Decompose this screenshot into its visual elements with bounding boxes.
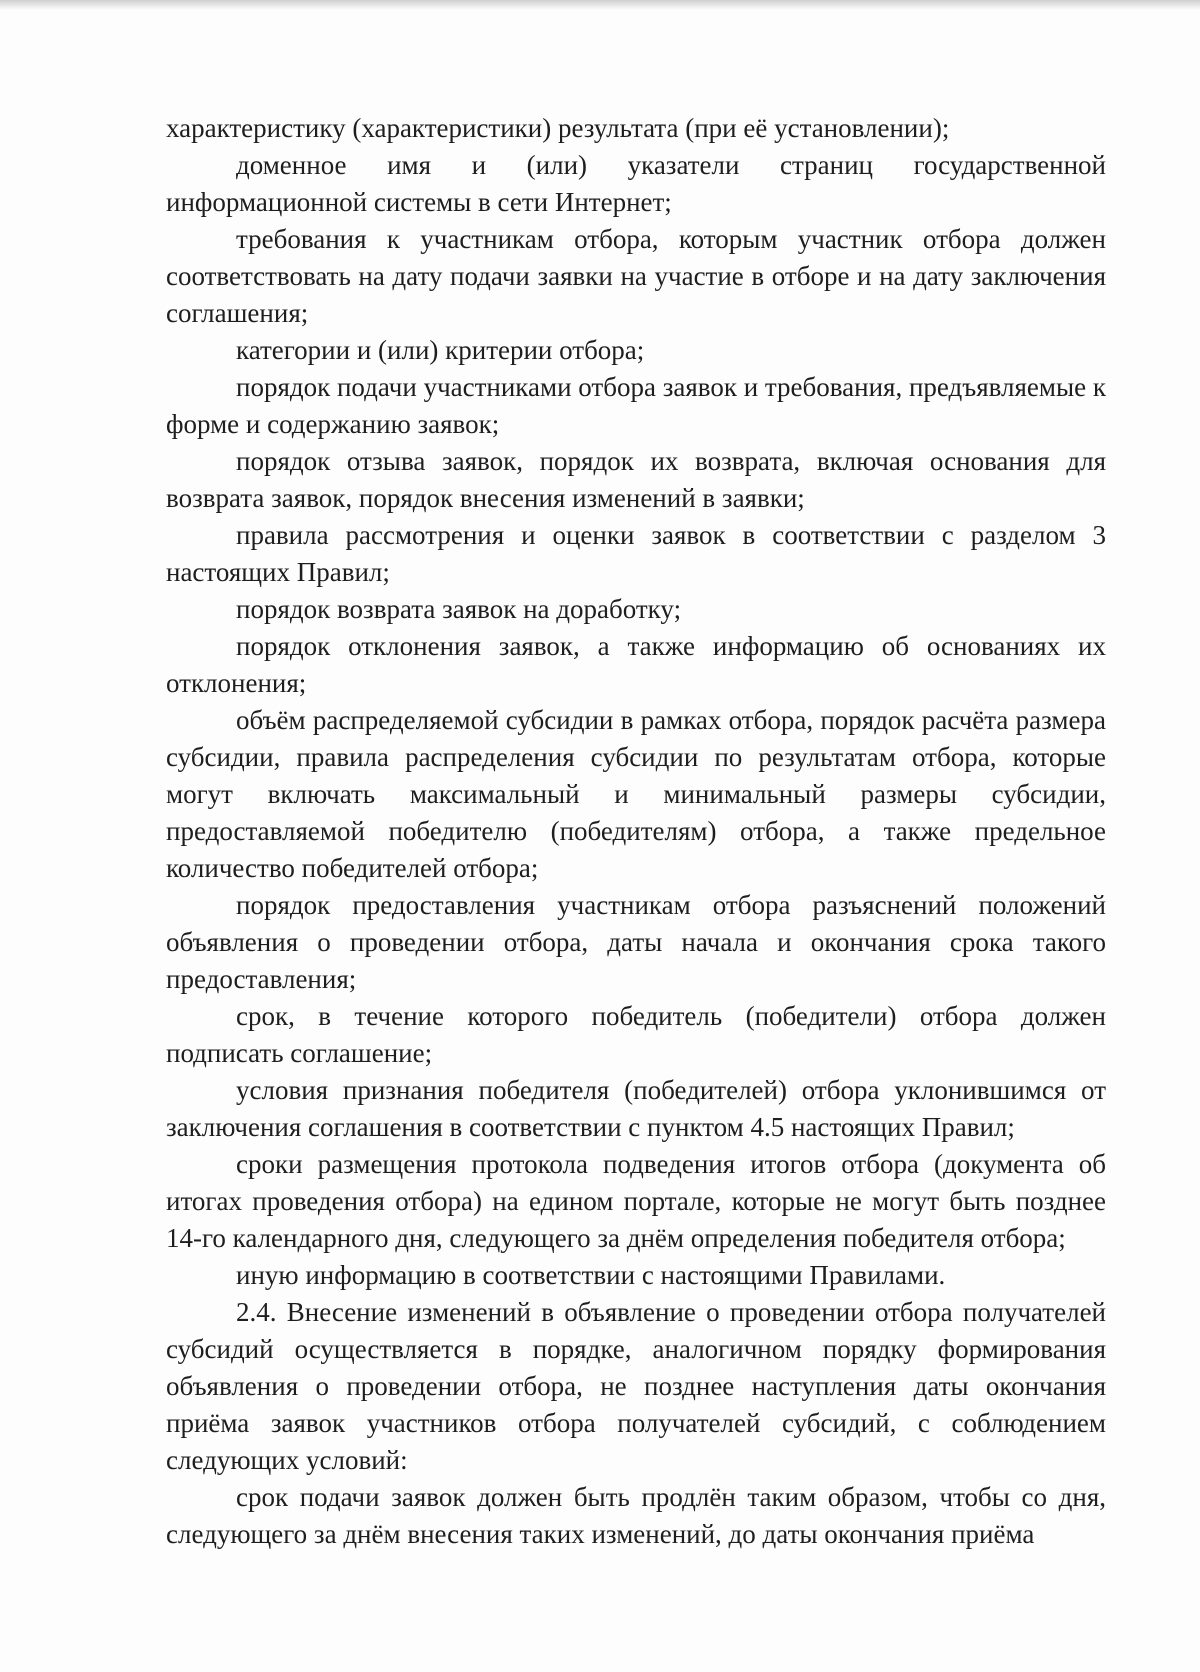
paragraph: порядок подачи участниками отбора заявок и требования, предъявляемые к форме и содержанию заявок;	[166, 372, 1106, 439]
paragraph: порядок предоставления участникам отбора разъяснений положений объявления о проведении отбора, даты начала и окончания срока такого предоставления;	[166, 890, 1106, 994]
paragraph: доменное имя и (или) указатели страниц государственной информационной системы в сети Интернет;	[166, 150, 1106, 217]
paragraph: срок подачи заявок должен быть продлён таким образом, чтобы со дня, следующего за днём внесения таких изменений, до даты окончания приёма	[166, 1482, 1106, 1549]
paragraph: правила рассмотрения и оценки заявок в соответствии с разделом 3 настоящих Правил;	[166, 520, 1106, 587]
paragraph: срок, в течение которого победитель (победители) отбора должен подписать соглашение;	[166, 1001, 1106, 1068]
paragraph: объём распределяемой субсидии в рамках отбора, порядок расчёта размера субсидии, правила распределения субсидии по результатам отбора, которые могут включать максимальный и минимальный размеры субсидии, предоставляемой победителю (победителям) отбора, а также предельное количество победителей отбора;	[166, 705, 1106, 883]
paragraph: порядок возврата заявок на доработку;	[236, 594, 682, 624]
paragraph: порядок отзыва заявок, порядок их возврата, включая основания для возврата заявок, порядок внесения изменений в заявки;	[166, 446, 1106, 513]
document-text	[166, 110, 1106, 1553]
scan-top-shadow	[0, 0, 1200, 10]
paragraph: порядок отклонения заявок, а также информацию об основаниях их отклонения;	[166, 631, 1106, 698]
paragraph: условия признания победителя (победителей) отбора уклонившимся от заключения соглашения в соответствии с пунктом 4.5 настоящих Правил;	[166, 1075, 1106, 1142]
paragraph: требования к участникам отбора, которым участник отбора должен соответствовать на дату подачи заявки на участие в отборе и на дату заключения соглашения;	[166, 224, 1106, 328]
paragraph: сроки размещения протокола подведения итогов отбора (документа об итогах проведения отбора) на едином портале, которые не могут быть позднее 14-го календарного дня, следующего за днём определения победителя отбора;	[166, 1149, 1106, 1253]
paragraph: 2.4. Внесение изменений в объявление о проведении отбора получателей субсидий осуществляется в порядке, аналогичном порядку формирования объявления о проведении отбора, не позднее наступления даты окончания приёма заявок участников отбора получателей субсидий, с соблюдением следующих условий:	[166, 1297, 1106, 1475]
paragraph: характеристику (характеристики) результата (при её установлении);	[166, 113, 950, 143]
paragraph: иную информацию в соответствии с настоящими Правилами.	[236, 1260, 946, 1290]
paragraph: категории и (или) критерии отбора;	[236, 335, 645, 365]
